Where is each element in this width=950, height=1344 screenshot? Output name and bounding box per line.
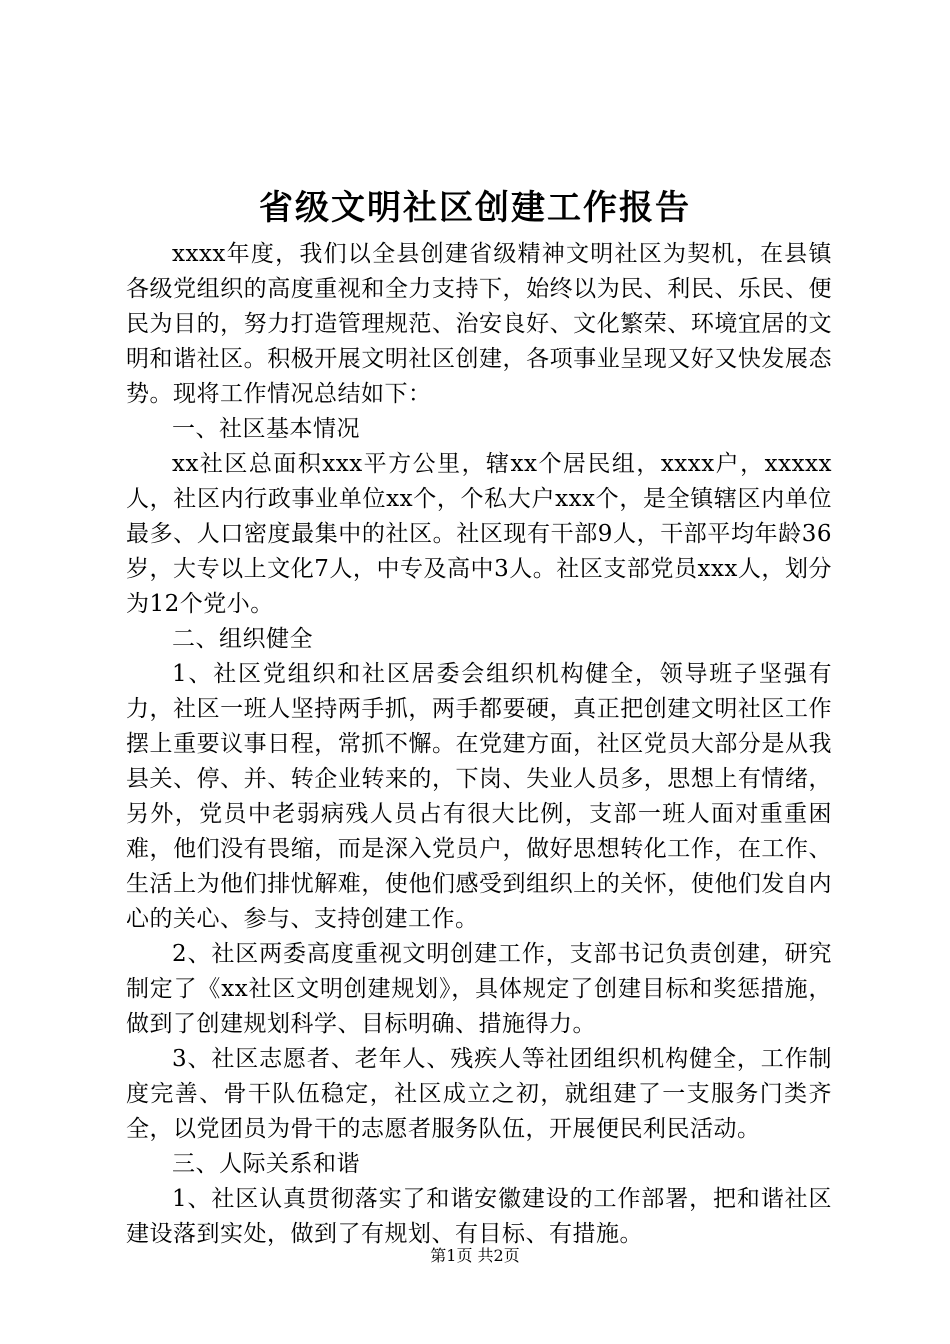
- intro-paragraph: xxxx年度，我们以全县创建省级精神文明社区为契机，在县镇各级党组织的高度重视和全力支持下，始终以为民、利民、乐民、便民为目的，努力打造管理规范、治安良好、文化繁荣、环境宜居的文明和谐社区。积极开展文明社区创建，各项事业呈现又好又快发展态势。现将工作情况总结如下：: [126, 241, 832, 407]
- document-title: 省级文明社区创建工作报告: [259, 188, 691, 228]
- page-number-footer: 第1页 共2页: [430, 1246, 520, 1265]
- section-2-paragraph-2: 2、社区两委高度重视文明创建工作，支部书记负责创建，研究制定了《xx社区文明创建规划》，具体规定了创建目标和奖惩措施，做到了创建规划科学、目标明确、措施得力。: [126, 941, 832, 1037]
- section-heading-3: 三、人际关系和谐: [172, 1151, 360, 1177]
- section-3-paragraph-1: 1、社区认真贯彻落实了和谐安徽建设的工作部署，把和谐社区建设落到实处，做到了有规划、有目标、有措施。: [126, 1186, 832, 1247]
- document-body: [126, 237, 832, 1252]
- section-heading-1: 一、社区基本情况: [172, 416, 360, 442]
- section-1-paragraph: xx社区总面积xxx平方公里，辖xx个居民组，xxxx户，xxxxx人，社区内行政事业单位xx个，个私大户xxx个，是全镇辖区内单位最多、人口密度最集中的社区。社区现有干部9人，干部平均年龄36岁，大专以上文化7人，中专及高中3人。社区支部党员xxx人，划分为12个党小。: [126, 451, 832, 617]
- section-2-paragraph-3: 3、社区志愿者、老年人、残疾人等社团组织机构健全，工作制度完善、骨干队伍稳定，社区成立之初，就组建了一支服务门类齐全，以党团员为骨干的志愿者服务队伍，开展便民利民活动。: [126, 1046, 832, 1142]
- section-2-paragraph-1: 1、社区党组织和社区居委会组织机构健全，领导班子坚强有力，社区一班人坚持两手抓，两手都要硬，真正把创建文明社区工作摆上重要议事日程，常抓不懈。在党建方面，社区党员大部分是从我县关、停、并、转企业转来的，下岗、失业人员多，思想上有情绪，另外，党员中老弱病残人员占有很大比例，支部一班人面对重重困难，他们没有畏缩，而是深入党员户，做好思想转化工作，在工作、生活上为他们排忧解难，使他们感受到组织上的关怀，使他们发自内心的关心、参与、支持创建工作。: [126, 661, 832, 932]
- section-heading-2: 二、组织健全: [172, 626, 313, 652]
